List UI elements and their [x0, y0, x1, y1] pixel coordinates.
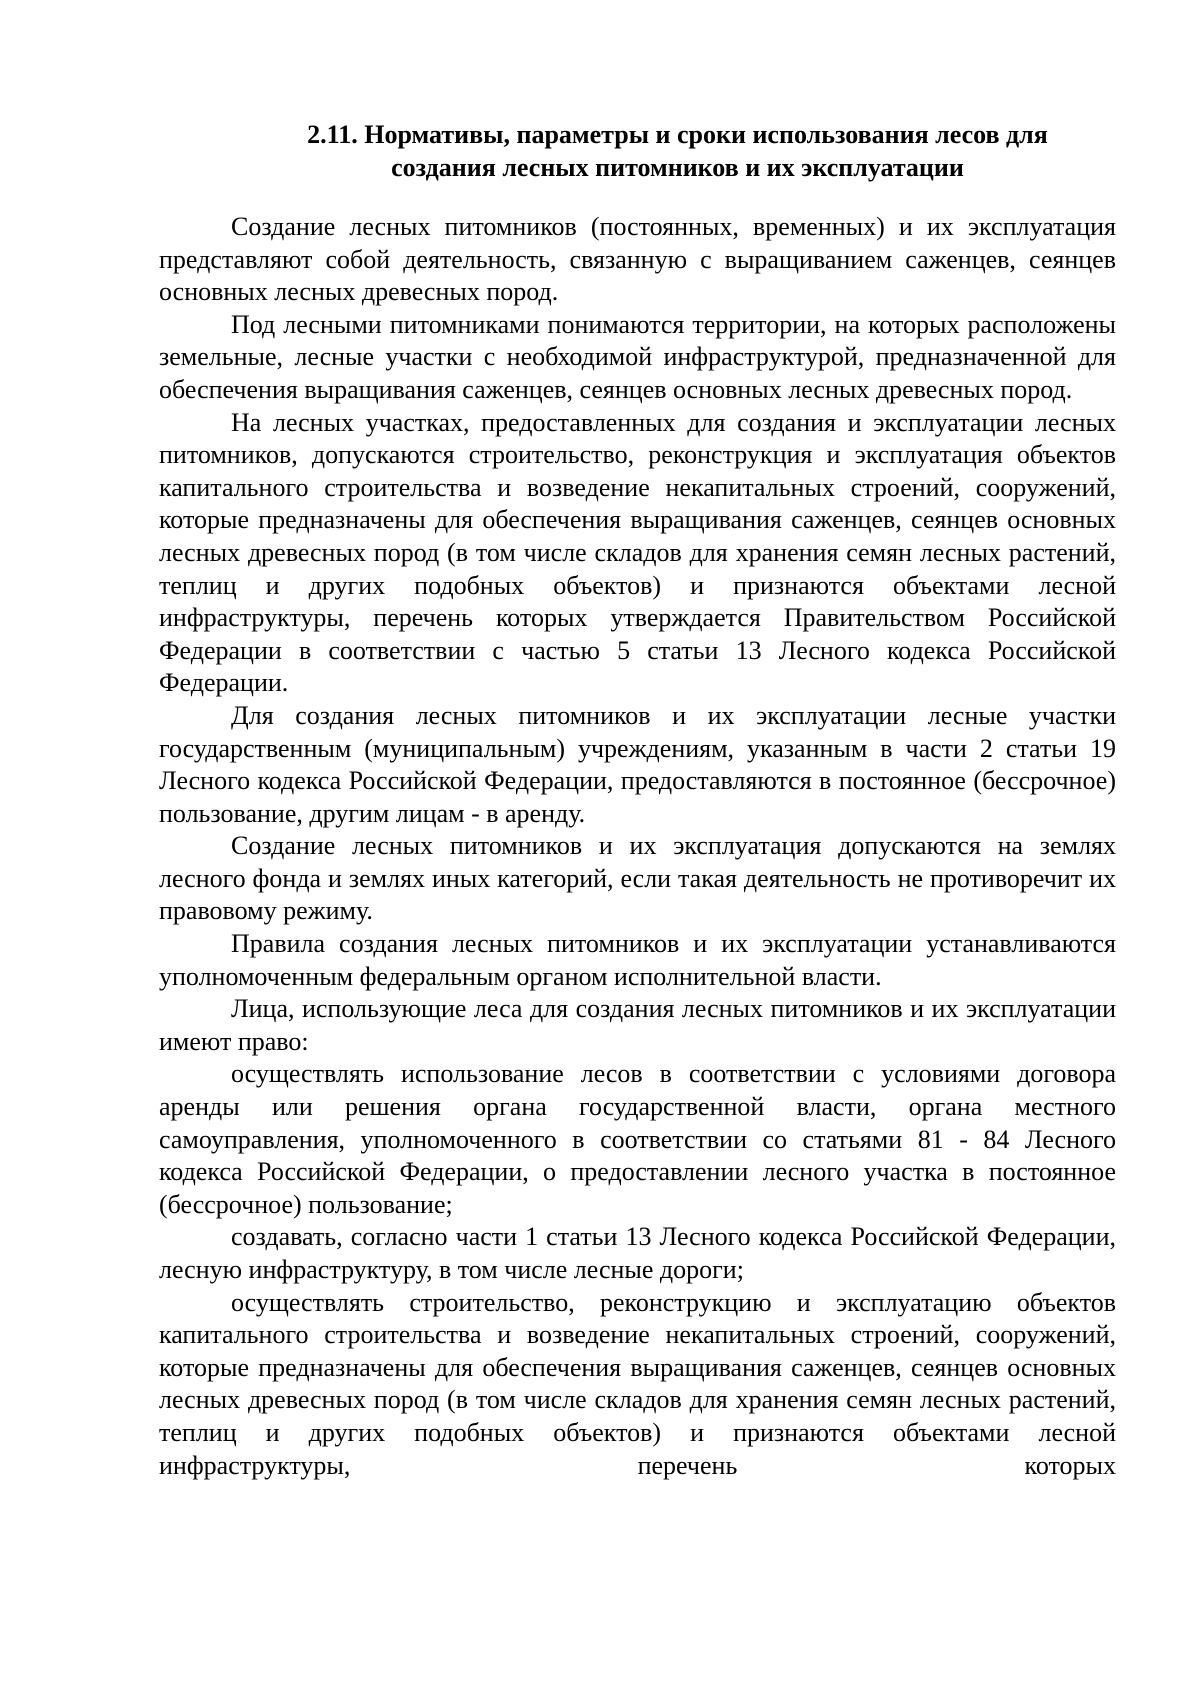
section-title-line-1: 2.11. Нормативы, параметры и сроки использования лесов для [307, 120, 1048, 149]
paragraph-right-construction: осуществлять строительство, реконструкцию и эксплуатацию объектов капитального строительства и возведение некапитальных строений, сооружений, которые предназначены для обеспечения выращивания саженцев, сеянцев основных лесных древесных пород (в том числе складов для хранения семян лесных растений, теплиц и других подобных объектов) и признаются объектами лесной инфраструктуры, перечень которых [159, 1287, 1116, 1480]
paragraph-nurseries-territories: Под лесными питомниками понимаются территории, на которых расположены земельные, лесные участки с необходимой инфраструктурой, предназначенной для обеспечения выращивания саженцев, сеянцев основных лесных древесных пород. [159, 309, 1116, 404]
section-title [159, 118, 1116, 184]
paragraph-rights-intro: Лица, использующие леса для создания лесных питомников и их эксплуатации имеют право: [159, 994, 1116, 1056]
paragraph-land-categories: Создание лесных питомников и их эксплуатация допускаются на землях лесного фонда и землях иных категорий, если такая деятельность не противоречит их правовому режиму. [159, 831, 1116, 926]
paragraph-right-create-infrastructure: создавать, согласно части 1 статьи 13 Лесного кодекса Российской Федерации, лесную инфраструктуру, в том числе лесные дороги; [159, 1222, 1116, 1284]
paragraph-rules-authority: Правила создания лесных питомников и их эксплуатации устанавливаются уполномоченным федеральным органом исполнительной власти. [159, 929, 1116, 991]
paragraph-nurseries-definition: Создание лесных питомников (постоянных, временных) и их эксплуатация представляют собой деятельность, связанную с выращиванием саженцев, сеянцев основных лесных древесных пород. [159, 212, 1116, 307]
document-page [159, 118, 1116, 1482]
paragraph-right-use-forests: осуществлять использование лесов в соответствии с условиями договора аренды или решения органа государственной власти, органа местного самоуправления, уполномоченного в соответствии со статьями 81 - 84 Лесного кодекса Российской Федерации, о предоставлении лесного участка в постоянное (бессрочное) пользование; [159, 1059, 1116, 1219]
section-title-line-2: создания лесных питомников и их эксплуатации [391, 153, 964, 182]
paragraph-infrastructure-allowed: На лесных участках, предоставленных для создания и эксплуатации лесных питомников, допускаются строительство, реконструкция и эксплуатация объектов капитального строительства и возведение некапитальных строений, сооружений, которые предназначены для обеспечения выращивания саженцев, сеянцев основных лесных древесных пород (в том числе складов для хранения семян лесных растений, теплиц и других подобных объектов) и признаются объектами лесной инфраструктуры, перечень которых утверждается Правительством Российской Федерации в соответствии с частью 5 статьи 13 Лесного кодекса Российской Федерации. [159, 407, 1116, 698]
paragraph-land-provision: Для создания лесных питомников и их эксплуатации лесные участки государственным (муниципальным) учреждениям, указанным в части 2 статьи 19 Лесного кодекса Российской Федерации, предоставляются в постоянное (бессрочное) пользование, другим лицам - в аренду. [159, 700, 1116, 828]
